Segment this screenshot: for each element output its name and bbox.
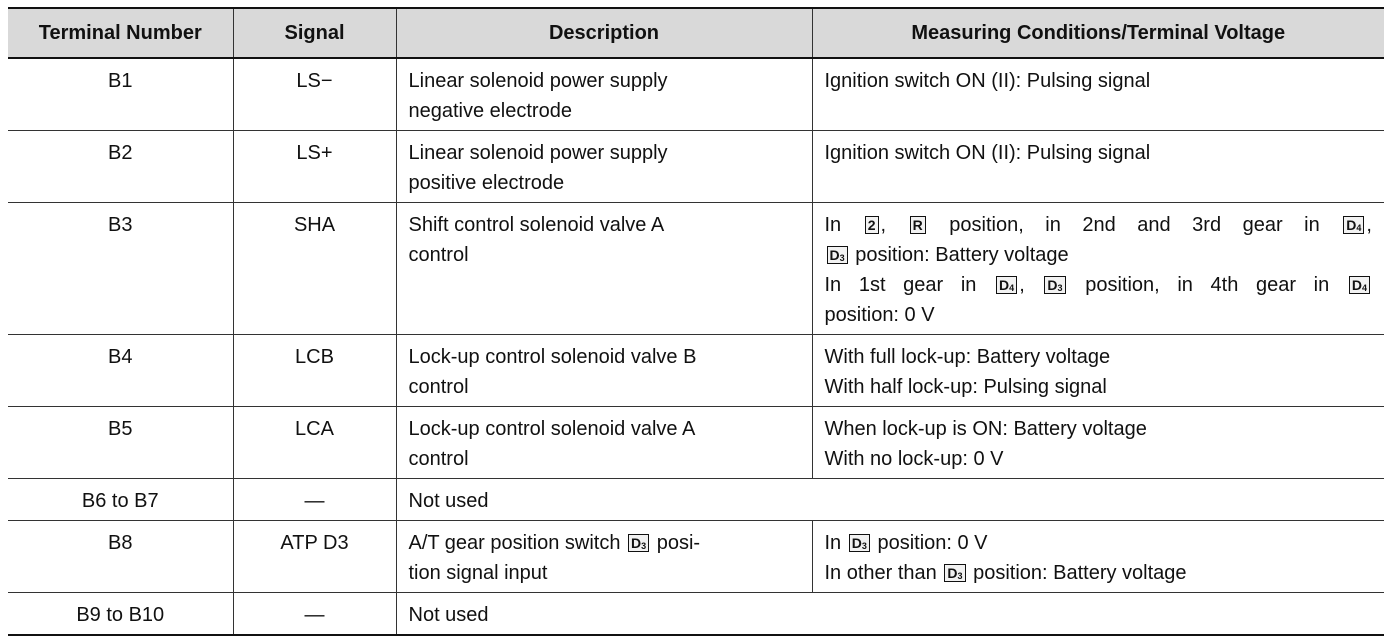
position-d3-box-icon [1044,276,1065,294]
position-2-box-icon [865,216,879,234]
text-span: position: Battery voltage [973,562,1187,584]
measuring-line [825,270,1373,300]
position-d4-box-icon [996,276,1017,294]
header-terminal-number: Terminal Number [8,8,233,58]
description-cell [396,407,812,479]
measuring-line: With half lock-up: Pulsing signal [824,376,1107,398]
measuring-line: Ignition switch ON (II): Pulsing signal [824,70,1151,92]
description-line: Linear solenoid power supply [408,142,668,164]
box-label: D [1351,277,1363,293]
description-cell [396,131,812,203]
terminal-cell: B2 [8,131,233,203]
measuring-line: Ignition switch ON (II): Pulsing signal [824,142,1151,164]
measuring-cell [812,131,1384,203]
measuring-cell [812,335,1384,407]
terminal-cell: B4 [8,335,233,407]
text-span: , [1019,274,1025,296]
description-line: Linear solenoid power supply [408,70,668,92]
box-label: D [631,535,642,551]
signal-cell: LCB [233,335,396,407]
measuring-line: position: 0 V [824,304,935,326]
text-span: position: 0 V [877,532,988,554]
description-line: control [408,376,469,398]
box-sub: 3 [861,541,867,551]
position-d3-box-icon [849,534,870,552]
position-d4-box-icon [1349,276,1370,294]
description-cell [396,335,812,407]
table-row [8,335,1384,407]
measuring-line [825,528,1373,558]
terminal-cell: B3 [8,203,233,335]
position-d3-box-icon [827,246,848,264]
terminal-spec-table [8,7,1384,636]
header-measuring-conditions: Measuring Conditions/Terminal Voltage [812,8,1384,58]
measuring-cell [812,58,1384,131]
measuring-line [825,210,1373,240]
description-line: control [408,244,469,266]
text-span: In other than [824,562,937,584]
box-label: D [1047,277,1058,293]
box-sub: 4 [1356,223,1362,233]
box-sub: 3 [641,541,647,551]
table-row [8,521,1384,593]
description-line: control [408,448,469,470]
table-row [8,479,1384,521]
header-description: Description [396,8,812,58]
measuring-cell [812,203,1384,335]
text-span: position, in 2nd and 3rd gear in [949,214,1320,236]
terminal-cell: B9 to B10 [8,593,233,636]
box-label: D [829,247,840,263]
box-sub: 3 [839,253,845,263]
signal-cell: SHA [233,203,396,335]
box-sub: 4 [1009,283,1015,293]
table-row [8,407,1384,479]
position-r-box-icon [910,216,926,234]
box-label: R [912,217,923,233]
description-line: Shift control solenoid valve A [408,214,665,236]
position-d4-box-icon [1343,216,1364,234]
measuring-cell [812,407,1384,479]
terminal-cell: B8 [8,521,233,593]
terminal-cell: B1 [8,58,233,131]
text-span: In [824,214,842,236]
text-span: In 1st gear in [824,274,977,296]
box-label: 2 [867,217,876,233]
box-sub: 3 [1057,283,1063,293]
description-line: positive electrode [408,172,565,194]
table-row [8,58,1384,131]
table-header-row [8,8,1384,58]
text-span: , [880,214,887,236]
description-line: Lock-up control solenoid valve A [408,418,696,440]
measuring-line [825,240,1373,270]
signal-cell: LS− [233,58,396,131]
signal-cell: ATP D3 [233,521,396,593]
description-cell: Not used [396,593,1384,636]
measuring-cell [812,521,1384,593]
description-line: negative electrode [408,100,572,122]
box-sub: 3 [957,571,963,581]
text-span: , [1366,214,1372,236]
text-span: In [824,532,842,554]
description-line [409,528,800,558]
text-span: A/T gear position switch [408,532,621,554]
description-cell [396,203,812,335]
table-row [8,131,1384,203]
table-row [8,593,1384,636]
header-signal: Signal [233,8,396,58]
measuring-line: With no lock-up: 0 V [824,448,1004,470]
signal-cell: — [233,479,396,521]
measuring-line: When lock-up is ON: Battery voltage [824,418,1147,440]
signal-cell: — [233,593,396,636]
terminal-cell: B5 [8,407,233,479]
description-cell [396,521,812,593]
terminal-cell: B6 to B7 [8,479,233,521]
table-row [8,203,1384,335]
description-cell [396,58,812,131]
box-label: D [851,535,862,551]
signal-cell: LCA [233,407,396,479]
signal-cell: LS+ [233,131,396,203]
position-d3-box-icon [628,534,649,552]
box-label: D [947,565,958,581]
description-cell: Not used [396,479,1384,521]
text-span: posi- [656,532,701,554]
measuring-line: With full lock-up: Battery voltage [824,346,1111,368]
text-span: position: Battery voltage [855,244,1069,266]
description-line: Lock-up control solenoid valve B [408,346,697,368]
box-label: D [1346,217,1357,233]
measuring-line [825,558,1373,588]
description-line: tion signal input [408,562,548,584]
text-span: position, in 4th gear in [1085,274,1330,296]
position-d3-box-icon [944,564,965,582]
box-label: D [999,277,1010,293]
box-sub: 4 [1362,283,1368,293]
